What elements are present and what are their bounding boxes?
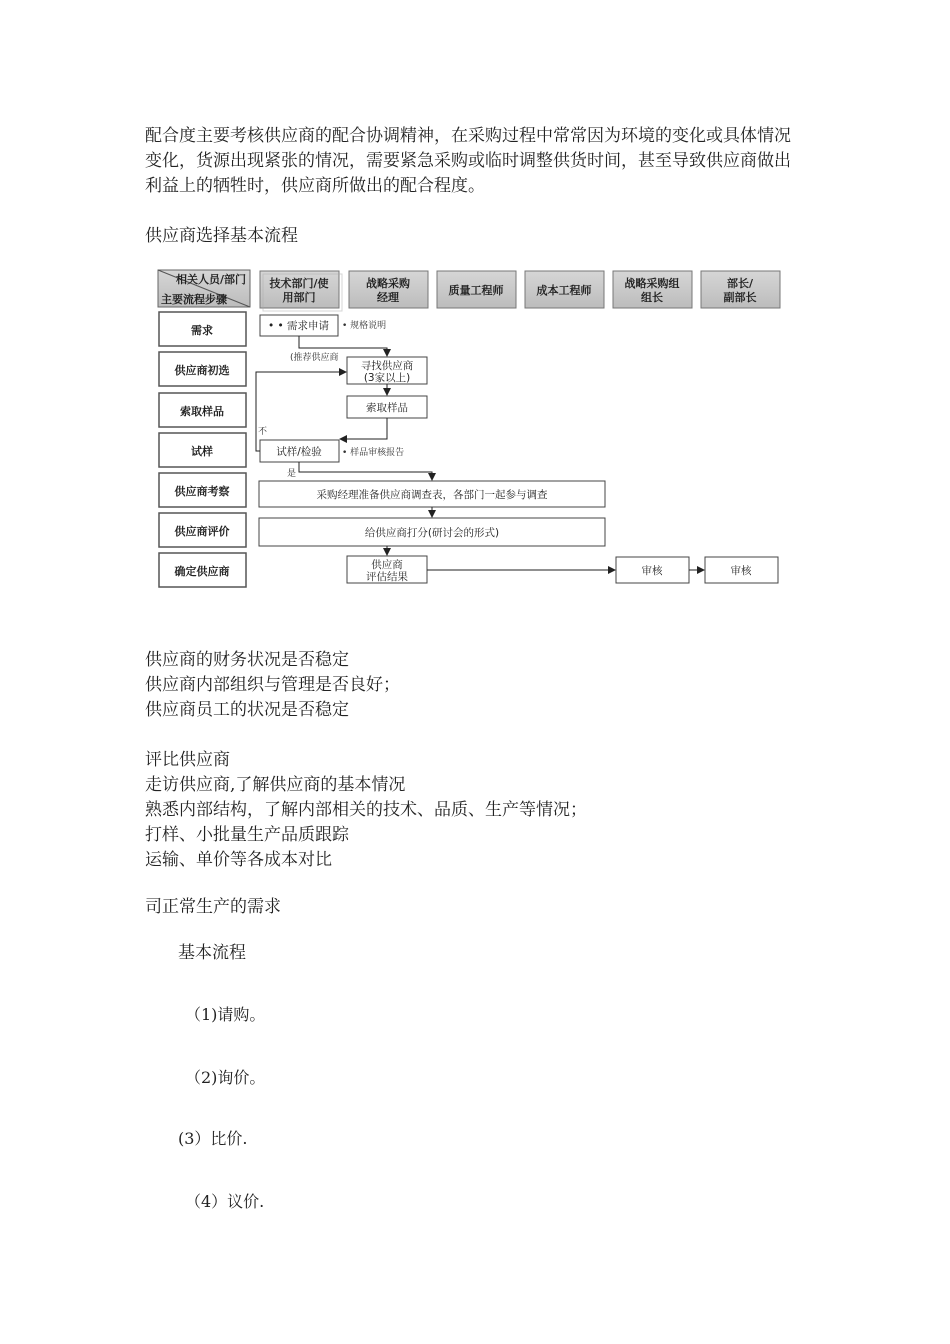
corner-header: [158, 270, 250, 307]
list-item: 打样、小批量生产品质跟踪: [145, 825, 349, 845]
role-headers: [260, 271, 780, 311]
list-item: 走访供应商,了解供应商的基本情况: [145, 775, 406, 795]
note-yes: 是: [287, 469, 297, 479]
process-steps: [159, 312, 246, 587]
step-evaluation: 供应商评价: [174, 525, 230, 538]
box-request: • • 需求申请: [268, 320, 330, 332]
note-recommend: (推荐供应商: [290, 353, 339, 363]
role-header-tech-2: 用部门: [282, 291, 316, 304]
corner-top-label: 相关人员/部门: [175, 273, 246, 286]
role-header-team-leader-2: 组长: [641, 291, 663, 304]
list-item: 供应商员工的状况是否稳定: [145, 700, 349, 720]
demand-text: 司正常生产的需求: [145, 897, 281, 917]
supplier-selection-flowchart: [150, 262, 790, 594]
step-demand: 需求: [191, 324, 213, 337]
step-item-inquiry: （2)询价。: [185, 1068, 266, 1087]
step-item-request: （1)请购。: [185, 1005, 266, 1024]
corner-bottom-label: 主要流程步骤: [161, 293, 227, 306]
box-score: 给供应商打分(研讨会的形式): [364, 527, 500, 539]
box-trial: 试样/检验: [276, 446, 322, 458]
role-header-team-leader: 战略采购组: [624, 277, 680, 290]
box-review-1: 审核: [641, 565, 663, 577]
list-item: 运输、单价等各成本对比: [145, 850, 332, 870]
step-trial: 试样: [191, 445, 213, 458]
list-item: 供应商的财务状况是否稳定: [145, 650, 349, 670]
flow-title: 供应商选择基本流程: [145, 226, 298, 246]
step-confirm: 确定供应商: [174, 565, 230, 578]
box-review-2: 审核: [730, 565, 752, 577]
list-item: 供应商内部组织与管理是否良好；: [145, 675, 400, 695]
role-header-director: 部长/: [726, 277, 754, 290]
box-find-supplier-2: (3家以上): [363, 372, 411, 384]
role-header-director-2: 副部长: [723, 291, 757, 304]
list-item: 熟悉内部结构，了解内部相关的技术、品质、生产等情况；: [145, 800, 587, 820]
step-preliminary: 供应商初选: [174, 364, 230, 377]
financial-checklist: [145, 648, 400, 723]
step-item-negotiate: （4）议价.: [185, 1192, 265, 1211]
evaluation-checklist: [145, 748, 587, 873]
box-result-2: 评估结果: [366, 571, 408, 583]
role-header-tech: 技术部门/使: [269, 277, 329, 290]
box-result: 供应商: [371, 559, 403, 571]
role-header-purchase-mgr: 战略采购: [366, 277, 410, 290]
role-header-cost: 成本工程师: [536, 284, 592, 297]
note-report: • 样品审核报告: [342, 448, 405, 458]
intro-paragraph: 配合度主要考核供应商的配合协调精神，在采购过程中常常因为环境的变化或具体情况变化，货源出现紧张的情况，需要紧急采购或临时调整供货时间，甚至导致供应商做出利益上的牺牲时，供应商所做出的配合程度。: [145, 126, 791, 196]
step-request-sample: 索取样品: [180, 405, 224, 418]
role-header-quality: 质量工程师: [448, 284, 504, 297]
basic-process-title: 基本流程: [178, 943, 246, 963]
list-item: 评比供应商: [145, 750, 230, 770]
step-item-compare: (3）比价.: [178, 1129, 248, 1148]
box-find-supplier: 寻找供应商: [360, 360, 414, 372]
step-inspection: 供应商考察: [174, 485, 230, 498]
note-no: 不: [258, 427, 268, 437]
box-sample: 索取样品: [366, 402, 408, 414]
box-survey: 采购经理准备供应商调查表，各部门一起参与调查: [316, 489, 548, 501]
note-spec: • 规格说明: [342, 321, 387, 331]
role-header-purchase-mgr-2: 经理: [377, 291, 399, 304]
